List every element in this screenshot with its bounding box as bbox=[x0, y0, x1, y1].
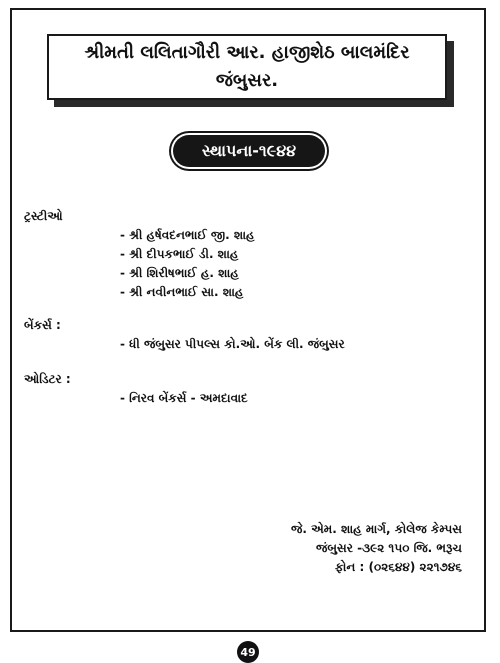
trustee-item: - શ્રી હર્ષવદનભાઈ જી. શાહ bbox=[120, 228, 255, 242]
trustee-item: - શ્રી નવીનભાઈ સા. શાહ bbox=[120, 285, 244, 299]
bankers-label: બેંકર્સ : bbox=[24, 318, 61, 332]
established-badge bbox=[173, 135, 325, 167]
phone-line: ફોન : (૦૨૬૪૪) ૨૨૧૭૪૬ bbox=[334, 560, 462, 574]
school-name: શ્રીમતી લલિતાગૌરી આર. હાજીશેઠ બાલમંદિર bbox=[84, 42, 410, 63]
established-text: સ્થાપના-૧૯૪૪ bbox=[201, 141, 297, 160]
title-box bbox=[47, 34, 447, 100]
address-line: જે. એમ. શાહ માર્ગ, કોલેજ કેમ્પસ bbox=[291, 522, 462, 536]
banker-item: - ધી જંબુસર પીપલ્સ કો.ઓ. બેંક લી. જંબુસર bbox=[120, 337, 345, 351]
trustee-item: - શ્રી શિરીષભાઈ હ. શાહ bbox=[120, 266, 239, 280]
trustee-item: - શ્રી દીપકભાઈ ડી. શાહ bbox=[120, 247, 239, 261]
school-town: જંબુસર. bbox=[215, 70, 279, 91]
auditor-label: ઓડિટર : bbox=[24, 372, 71, 386]
trustees-label: ટ્રસ્ટીઓ bbox=[24, 209, 63, 223]
auditor-item: - નિરવ બેંકર્સ - અમદાવાદ bbox=[120, 391, 248, 405]
address-line: જંબુસર -૩૯૨ ૧૫૦ જિ. ભરૂચ bbox=[316, 541, 462, 555]
page-number: 49 bbox=[237, 641, 259, 663]
